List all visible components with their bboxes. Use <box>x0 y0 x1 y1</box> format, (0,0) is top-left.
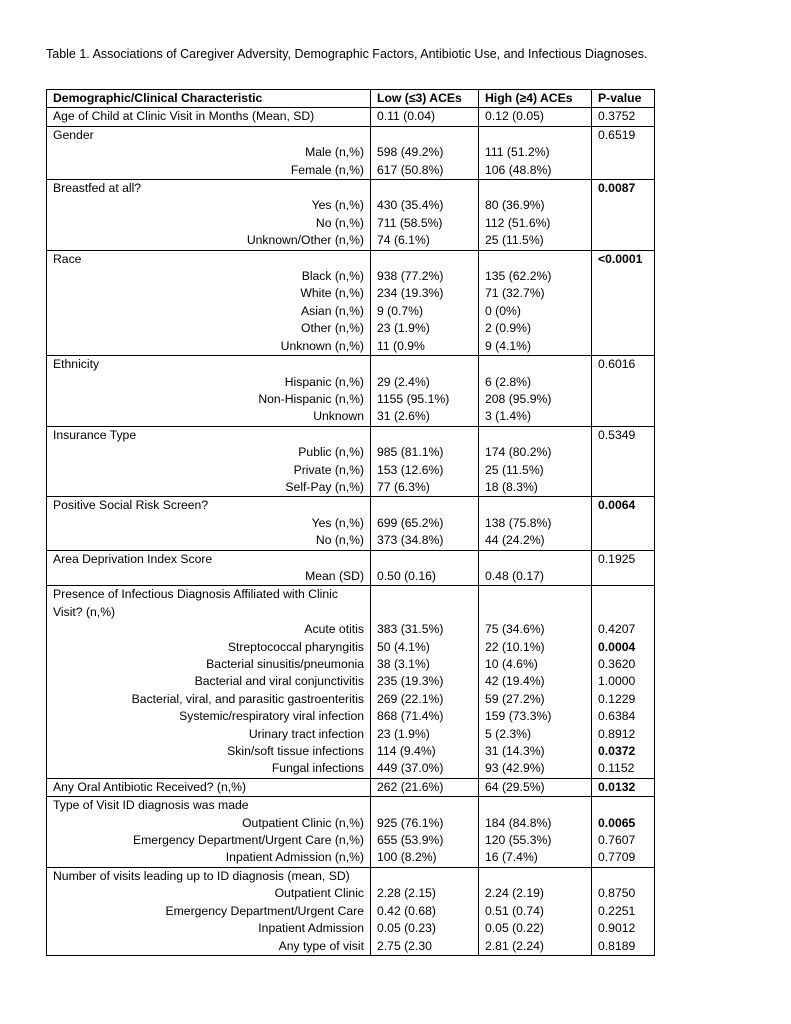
table-row <box>47 778 655 796</box>
row-label: Presence of Infectious Diagnosis Affiliated with Clinic Visit? (n,%) <box>47 586 371 621</box>
table-row <box>47 162 655 180</box>
cell-low-aces: 0.42 (0.68) <box>371 903 479 920</box>
cell-high-aces: 111 (51.2%) <box>479 144 592 161</box>
row-label: Mean (SD) <box>47 568 371 586</box>
cell-p-value: 0.5349 <box>592 426 655 444</box>
cell-p-value <box>592 374 655 391</box>
cell-p-value: 0.1152 <box>592 760 655 778</box>
header-high-aces: High (≥4) ACEs <box>479 90 592 108</box>
table-row <box>47 568 655 586</box>
cell-low-aces: 77 (6.3%) <box>371 479 479 497</box>
cell-p-value: 0.1925 <box>592 550 655 568</box>
row-label: Private (n,%) <box>47 462 371 479</box>
row-label: Age of Child at Clinic Visit in Months (Mean, SD) <box>47 108 371 126</box>
cell-low-aces: 262 (21.6%) <box>371 778 479 796</box>
cell-p-value <box>592 797 655 815</box>
table-row <box>47 303 655 320</box>
cell-high-aces: 138 (75.8%) <box>479 515 592 532</box>
cell-low-aces <box>371 180 479 198</box>
cell-p-value <box>592 162 655 180</box>
row-label: Emergency Department/Urgent Care <box>47 903 371 920</box>
row-label: Bacterial sinusitis/pneumonia <box>47 656 371 673</box>
cell-low-aces <box>371 586 479 621</box>
header-characteristic: Demographic/Clinical Characteristic <box>47 90 371 108</box>
table-row <box>47 708 655 725</box>
cell-low-aces: 269 (22.1%) <box>371 691 479 708</box>
cell-high-aces: 0.05 (0.22) <box>479 920 592 937</box>
row-label: Male (n,%) <box>47 144 371 161</box>
cell-low-aces <box>371 356 479 374</box>
table-row <box>47 232 655 250</box>
cell-low-aces: 2.28 (2.15) <box>371 885 479 902</box>
table-row <box>47 815 655 832</box>
row-label: Black (n,%) <box>47 268 371 285</box>
cell-p-value: 0.6384 <box>592 708 655 725</box>
cell-high-aces: 64 (29.5%) <box>479 778 592 796</box>
cell-low-aces: 699 (65.2%) <box>371 515 479 532</box>
cell-p-value: <0.0001 <box>592 250 655 268</box>
table-header-row <box>47 90 655 108</box>
row-label: Bacterial and viral conjunctivitis <box>47 673 371 690</box>
cell-high-aces: 59 (27.2%) <box>479 691 592 708</box>
cell-high-aces: 159 (73.3%) <box>479 708 592 725</box>
cell-p-value <box>592 197 655 214</box>
row-label: Bacterial, viral, and parasitic gastroenteritis <box>47 691 371 708</box>
table-row <box>47 356 655 374</box>
table-row <box>47 920 655 937</box>
cell-low-aces: 100 (8.2%) <box>371 849 479 867</box>
table-row <box>47 515 655 532</box>
cell-p-value <box>592 515 655 532</box>
cell-low-aces: 373 (34.8%) <box>371 532 479 550</box>
table-row <box>47 691 655 708</box>
cell-high-aces: 3 (1.4%) <box>479 408 592 426</box>
cell-high-aces <box>479 497 592 515</box>
cell-p-value: 0.7709 <box>592 849 655 867</box>
cell-p-value <box>592 320 655 337</box>
cell-high-aces: 2.81 (2.24) <box>479 938 592 956</box>
table-row <box>47 497 655 515</box>
table-row <box>47 215 655 232</box>
cell-high-aces <box>479 426 592 444</box>
cell-high-aces <box>479 867 592 885</box>
cell-p-value <box>592 867 655 885</box>
row-label: Any Oral Antibiotic Received? (n,%) <box>47 778 371 796</box>
table-row <box>47 479 655 497</box>
table-row <box>47 903 655 920</box>
cell-low-aces <box>371 867 479 885</box>
row-label: Yes (n,%) <box>47 515 371 532</box>
cell-high-aces: 106 (48.8%) <box>479 162 592 180</box>
table-caption: Table 1. Associations of Caregiver Adversity, Demographic Factors, Antibiotic Use, and Infectious Diagnoses. <box>46 47 648 61</box>
table-row <box>47 885 655 902</box>
cell-low-aces: 1155 (95.1%) <box>371 391 479 408</box>
row-label: Acute otitis <box>47 621 371 638</box>
cell-p-value <box>592 285 655 302</box>
cell-high-aces: 0.51 (0.74) <box>479 903 592 920</box>
cell-high-aces <box>479 586 592 621</box>
cell-high-aces: 120 (55.3%) <box>479 832 592 849</box>
table-row <box>47 532 655 550</box>
cell-high-aces: 80 (36.9%) <box>479 197 592 214</box>
table-row <box>47 320 655 337</box>
row-label: Positive Social Risk Screen? <box>47 497 371 515</box>
cell-low-aces <box>371 797 479 815</box>
cell-low-aces <box>371 426 479 444</box>
cell-high-aces: 174 (80.2%) <box>479 444 592 461</box>
cell-low-aces <box>371 126 479 144</box>
cell-high-aces: 31 (14.3%) <box>479 743 592 760</box>
cell-low-aces: 0.50 (0.16) <box>371 568 479 586</box>
cell-p-value <box>592 268 655 285</box>
cell-low-aces: 38 (3.1%) <box>371 656 479 673</box>
row-label: Public (n,%) <box>47 444 371 461</box>
cell-p-value: 0.0372 <box>592 743 655 760</box>
table-row <box>47 639 655 656</box>
cell-low-aces: 114 (9.4%) <box>371 743 479 760</box>
cell-p-value <box>592 532 655 550</box>
cell-high-aces: 75 (34.6%) <box>479 621 592 638</box>
cell-high-aces <box>479 356 592 374</box>
cell-low-aces: 868 (71.4%) <box>371 708 479 725</box>
cell-low-aces: 598 (49.2%) <box>371 144 479 161</box>
cell-p-value <box>592 144 655 161</box>
table-row <box>47 108 655 126</box>
cell-p-value <box>592 586 655 621</box>
row-label: Inpatient Admission <box>47 920 371 937</box>
cell-low-aces <box>371 250 479 268</box>
cell-p-value: 0.0132 <box>592 778 655 796</box>
cell-low-aces: 0.05 (0.23) <box>371 920 479 937</box>
row-label: Fungal infections <box>47 760 371 778</box>
cell-p-value <box>592 479 655 497</box>
table-row <box>47 408 655 426</box>
row-label: White (n,%) <box>47 285 371 302</box>
cell-low-aces: 153 (12.6%) <box>371 462 479 479</box>
cell-p-value: 0.0087 <box>592 180 655 198</box>
cell-p-value <box>592 568 655 586</box>
cell-p-value: 0.8912 <box>592 726 655 743</box>
cell-p-value: 1.0000 <box>592 673 655 690</box>
row-label: Female (n,%) <box>47 162 371 180</box>
cell-p-value: 0.3620 <box>592 656 655 673</box>
row-label: Hispanic (n,%) <box>47 374 371 391</box>
table-row <box>47 338 655 356</box>
cell-high-aces: 71 (32.7%) <box>479 285 592 302</box>
row-label: Urinary tract infection <box>47 726 371 743</box>
cell-p-value <box>592 391 655 408</box>
row-label: Emergency Department/Urgent Care (n,%) <box>47 832 371 849</box>
row-label: Self-Pay (n,%) <box>47 479 371 497</box>
cell-low-aces: 0.11 (0.04) <box>371 108 479 126</box>
row-label: Ethnicity <box>47 356 371 374</box>
table-row <box>47 374 655 391</box>
row-label: No (n,%) <box>47 532 371 550</box>
cell-high-aces <box>479 126 592 144</box>
table-row <box>47 656 655 673</box>
row-label: Type of Visit ID diagnosis was made <box>47 797 371 815</box>
table-row <box>47 832 655 849</box>
table-row <box>47 144 655 161</box>
table-row <box>47 426 655 444</box>
cell-low-aces: 985 (81.1%) <box>371 444 479 461</box>
cell-low-aces: 50 (4.1%) <box>371 639 479 656</box>
cell-high-aces: 16 (7.4%) <box>479 849 592 867</box>
cell-p-value: 0.6016 <box>592 356 655 374</box>
row-label: Breastfed at all? <box>47 180 371 198</box>
cell-high-aces: 112 (51.6%) <box>479 215 592 232</box>
cell-p-value: 0.0064 <box>592 497 655 515</box>
cell-low-aces: 234 (19.3%) <box>371 285 479 302</box>
table-row <box>47 867 655 885</box>
cell-low-aces: 23 (1.9%) <box>371 726 479 743</box>
row-label: No (n,%) <box>47 215 371 232</box>
table-row <box>47 726 655 743</box>
table-row <box>47 462 655 479</box>
row-label: Area Deprivation Index Score <box>47 550 371 568</box>
cell-low-aces: 925 (76.1%) <box>371 815 479 832</box>
cell-low-aces: 29 (2.4%) <box>371 374 479 391</box>
table-row <box>47 285 655 302</box>
cell-low-aces: 430 (35.4%) <box>371 197 479 214</box>
cell-low-aces: 23 (1.9%) <box>371 320 479 337</box>
cell-p-value: 0.1229 <box>592 691 655 708</box>
row-label: Unknown <box>47 408 371 426</box>
row-label: Race <box>47 250 371 268</box>
cell-high-aces: 2.24 (2.19) <box>479 885 592 902</box>
row-label: Inpatient Admission (n,%) <box>47 849 371 867</box>
row-label: Skin/soft tissue infections <box>47 743 371 760</box>
cell-p-value <box>592 303 655 320</box>
cell-p-value <box>592 462 655 479</box>
table-row <box>47 268 655 285</box>
cell-high-aces: 208 (95.9%) <box>479 391 592 408</box>
table-row <box>47 621 655 638</box>
table-row <box>47 126 655 144</box>
row-label: Streptococcal pharyngitis <box>47 639 371 656</box>
table-row <box>47 586 655 621</box>
cell-high-aces: 0.12 (0.05) <box>479 108 592 126</box>
row-label: Unknown (n,%) <box>47 338 371 356</box>
cell-p-value: 0.7607 <box>592 832 655 849</box>
cell-high-aces <box>479 250 592 268</box>
cell-high-aces: 0 (0%) <box>479 303 592 320</box>
cell-high-aces: 42 (19.4%) <box>479 673 592 690</box>
cell-high-aces: 22 (10.1%) <box>479 639 592 656</box>
cell-p-value <box>592 232 655 250</box>
cell-p-value: 0.9012 <box>592 920 655 937</box>
table-row <box>47 550 655 568</box>
cell-low-aces: 383 (31.5%) <box>371 621 479 638</box>
row-label: Yes (n,%) <box>47 197 371 214</box>
table-row <box>47 250 655 268</box>
cell-low-aces: 235 (19.3%) <box>371 673 479 690</box>
cell-high-aces: 9 (4.1%) <box>479 338 592 356</box>
cell-low-aces: 11 (0.9% <box>371 338 479 356</box>
cell-high-aces: 44 (24.2%) <box>479 532 592 550</box>
cell-p-value: 0.6519 <box>592 126 655 144</box>
data-table <box>46 89 655 956</box>
cell-high-aces: 184 (84.8%) <box>479 815 592 832</box>
cell-high-aces <box>479 797 592 815</box>
table-row <box>47 938 655 956</box>
cell-low-aces: 655 (53.9%) <box>371 832 479 849</box>
cell-low-aces: 2.75 (2.30 <box>371 938 479 956</box>
row-label: Other (n,%) <box>47 320 371 337</box>
header-low-aces: Low (≤3) ACEs <box>371 90 479 108</box>
table-row <box>47 673 655 690</box>
cell-high-aces: 25 (11.5%) <box>479 462 592 479</box>
cell-high-aces: 10 (4.6%) <box>479 656 592 673</box>
cell-p-value <box>592 215 655 232</box>
cell-high-aces <box>479 550 592 568</box>
row-label: Outpatient Clinic (n,%) <box>47 815 371 832</box>
cell-p-value <box>592 444 655 461</box>
cell-high-aces <box>479 180 592 198</box>
cell-p-value: 0.3752 <box>592 108 655 126</box>
table-row <box>47 760 655 778</box>
cell-low-aces: 74 (6.1%) <box>371 232 479 250</box>
cell-high-aces: 0.48 (0.17) <box>479 568 592 586</box>
cell-p-value <box>592 408 655 426</box>
row-label: Any type of visit <box>47 938 371 956</box>
row-label: Systemic/respiratory viral infection <box>47 708 371 725</box>
cell-high-aces: 5 (2.3%) <box>479 726 592 743</box>
cell-high-aces: 25 (11.5%) <box>479 232 592 250</box>
header-p-value: P-value <box>592 90 655 108</box>
cell-p-value: 0.2251 <box>592 903 655 920</box>
cell-high-aces: 2 (0.9%) <box>479 320 592 337</box>
table-row <box>47 197 655 214</box>
cell-high-aces: 6 (2.8%) <box>479 374 592 391</box>
cell-low-aces: 449 (37.0%) <box>371 760 479 778</box>
row-label: Number of visits leading up to ID diagnosis (mean, SD) <box>47 867 371 885</box>
row-label: Gender <box>47 126 371 144</box>
cell-high-aces: 135 (62.2%) <box>479 268 592 285</box>
table-row <box>47 797 655 815</box>
cell-low-aces: 711 (58.5%) <box>371 215 479 232</box>
cell-low-aces <box>371 550 479 568</box>
table-row <box>47 743 655 760</box>
cell-high-aces: 18 (8.3%) <box>479 479 592 497</box>
row-label: Non-Hispanic (n,%) <box>47 391 371 408</box>
row-label: Insurance Type <box>47 426 371 444</box>
cell-p-value: 0.8189 <box>592 938 655 956</box>
cell-p-value: 0.8750 <box>592 885 655 902</box>
cell-low-aces: 938 (77.2%) <box>371 268 479 285</box>
cell-high-aces: 93 (42.9%) <box>479 760 592 778</box>
row-label: Outpatient Clinic <box>47 885 371 902</box>
table-row <box>47 391 655 408</box>
row-label: Unknown/Other (n,%) <box>47 232 371 250</box>
cell-p-value: 0.0065 <box>592 815 655 832</box>
row-label: Asian (n,%) <box>47 303 371 320</box>
cell-low-aces: 9 (0.7%) <box>371 303 479 320</box>
table-row <box>47 849 655 867</box>
cell-p-value <box>592 338 655 356</box>
table-row <box>47 444 655 461</box>
cell-low-aces: 617 (50.8%) <box>371 162 479 180</box>
cell-p-value: 0.0004 <box>592 639 655 656</box>
table-row <box>47 180 655 198</box>
cell-p-value: 0.4207 <box>592 621 655 638</box>
cell-low-aces <box>371 497 479 515</box>
cell-low-aces: 31 (2.6%) <box>371 408 479 426</box>
